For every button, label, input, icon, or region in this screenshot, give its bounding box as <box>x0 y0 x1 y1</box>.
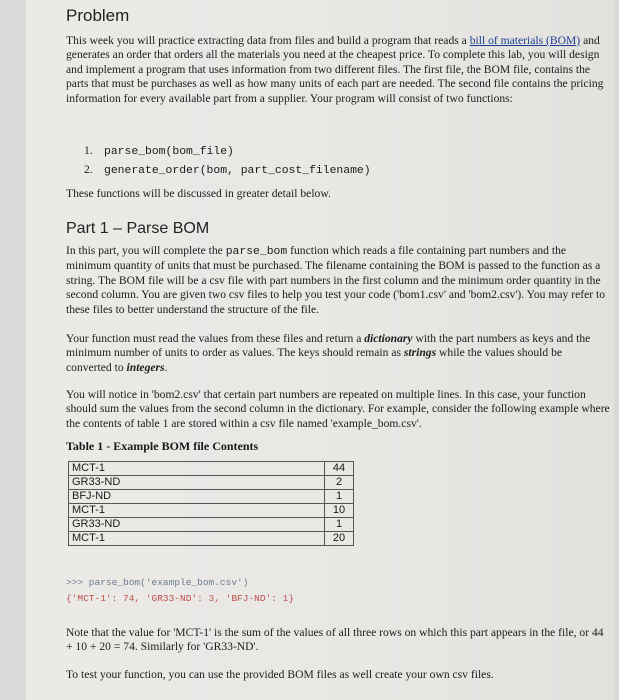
test-note: To test your function, you can use the provided BOM files as well create your own csv files. <box>66 668 494 681</box>
p2-text-b: with the part numbers as keys and the minimum number of units to order as values. The keys should remain as <box>66 332 591 360</box>
part1-paragraph-2 <box>66 332 610 375</box>
list-item <box>84 161 371 180</box>
qty-cell: 10 <box>325 504 354 518</box>
part-cell: GR33-ND <box>69 518 325 532</box>
table-row <box>69 462 354 476</box>
p2-text-d: . <box>164 360 168 374</box>
intro-paragraph <box>66 34 610 106</box>
qty-cell: 44 <box>325 462 354 476</box>
emphasis-strings: strings <box>403 346 437 360</box>
part-cell: MCT-1 <box>69 532 325 546</box>
intro-text-start: This week you will practice extracting data from files and build a program that reads a <box>66 34 470 47</box>
function-signature: generate_order(bom, part_cost_filename) <box>104 165 371 177</box>
inline-code: parse_bom <box>225 246 288 258</box>
part1-paragraph-3: You will notice in 'bom2.csv' that certain part numbers are repeated on multiple lines. In this case, your function should sum the values from the second column in the dictionary. For example, consider the following example where the contents of table 1 are stored within a csv file named 'example_bom.csv'. <box>66 388 610 430</box>
part-cell: MCT-1 <box>69 462 325 476</box>
functions-note: These functions will be discussed in greater detail below. <box>66 187 331 200</box>
console-result: {'MCT-1': 74, 'GR33-ND': 3, 'BFJ-ND': 1} <box>66 593 295 604</box>
page-title: Problem <box>66 6 130 25</box>
part1-paragraph-1 <box>66 244 610 317</box>
console-example <box>66 575 294 607</box>
document-page <box>26 0 614 700</box>
list-item <box>84 142 371 161</box>
part-cell: MCT-1 <box>69 504 325 518</box>
section-heading: Part 1 – Parse BOM <box>66 220 210 237</box>
table-row <box>69 532 354 546</box>
console-command: >>> parse_bom('example_bom.csv') <box>66 577 249 588</box>
table-row <box>69 518 354 532</box>
sum-note: Note that the value for 'MCT-1' is the sum of the values of all three rows on which this part appears in the file, or 44 + 10 + 20 = 74. Similarly for 'GR33-ND'. <box>66 626 604 654</box>
table-row <box>69 476 354 490</box>
function-signature: parse_bom(bom_file) <box>104 146 234 158</box>
table-caption: Table 1 - Example BOM file Contents <box>66 439 259 453</box>
function-list <box>84 142 371 180</box>
table-row <box>69 490 354 504</box>
p2-text-c: while the values should be converted to <box>66 346 563 374</box>
p2-text-a: Your function must read the values from these files and return a <box>66 332 365 345</box>
table-row <box>69 504 354 518</box>
bom-link[interactable]: bill of materials (BOM) <box>469 34 581 47</box>
part-cell: BFJ-ND <box>69 490 325 504</box>
emphasis-integers: integers <box>126 360 165 374</box>
bom-table <box>68 461 354 546</box>
qty-cell: 2 <box>325 476 354 490</box>
part-cell: GR33-ND <box>69 476 325 490</box>
list-number: 2. <box>84 163 93 176</box>
qty-cell: 1 <box>325 490 354 504</box>
p1-text-b: function which reads a file containing part numbers and the minimum quantity of units that must be purchased. The filename containing the BOM is passed to the function as a string. The BOM file will be a csv file with part numbers in the first column and the minimum order quantity in the second column. You are given two csv files to help you test your code ('bom1.csv' and 'bom2.csv'). You may refer to these files to better understand the structure of the file. <box>66 244 606 316</box>
qty-cell: 20 <box>325 532 354 546</box>
list-number: 1. <box>84 144 93 157</box>
emphasis-dictionary: dictionary <box>364 332 413 345</box>
qty-cell: 1 <box>325 518 354 532</box>
intro-text-end: and generates an order that orders all the materials you need at the cheapest price. To complete this lab, you will design and implement a program that uses information from two different files. The first file, the BOM file, contains the parts that must be purchases as well as how many units of each part are needed. The second file contains the pricing information for every available part from a supplier. Your program will consist of two functions: <box>66 34 604 105</box>
p1-text-a: In this part, you will complete the <box>66 244 226 257</box>
